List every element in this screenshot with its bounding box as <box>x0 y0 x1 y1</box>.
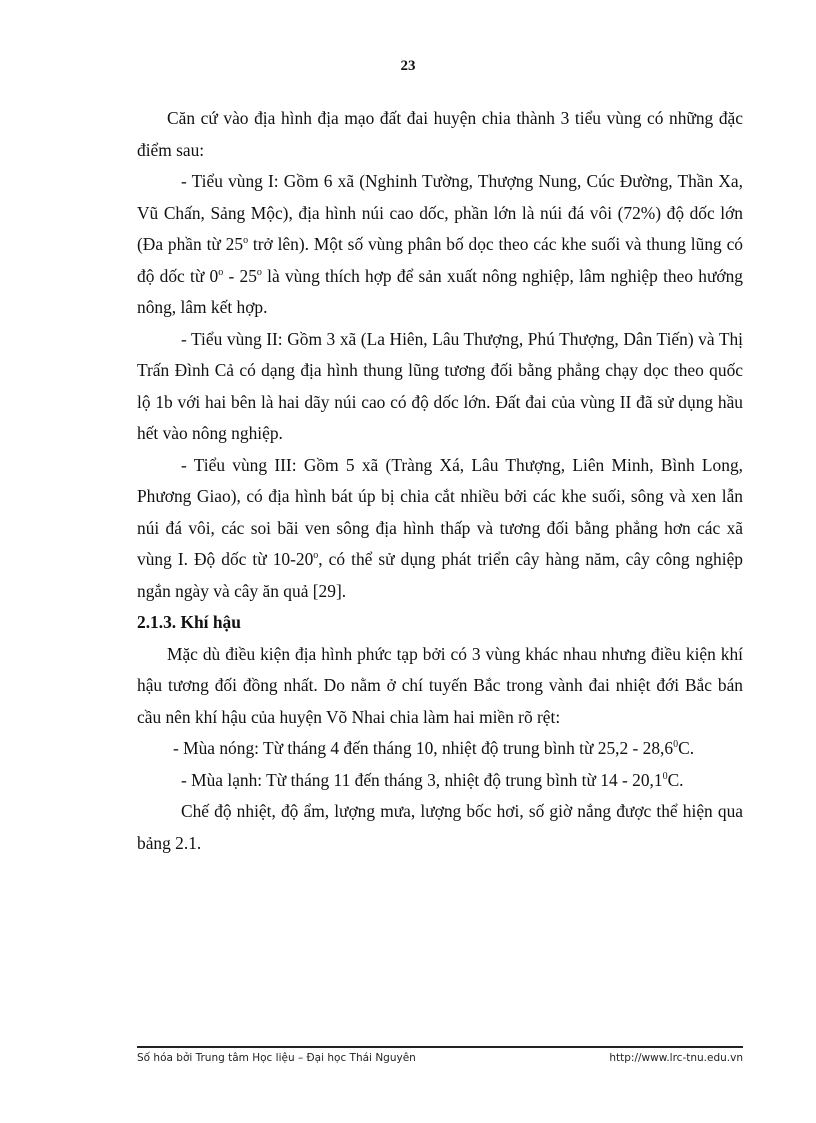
zone-3-text-a: - Tiểu vùng III: Gồm 5 xã (Tràng Xá, Lâu Thượng, Liên Minh, Bình Long, Phương Giao), có địa hình bát úp bị chia cắt nhiều bởi các khe suối, sông và xen lẫn núi đá vôi, các soi bãi ven sông địa hình thấp và tương đối bằng phẳng hơn các xã vùng I. Độ dốc từ 10-20 <box>137 454 743 569</box>
paragraph-zone-3 <box>137 450 743 608</box>
paragraph-intro: Căn cứ vào địa hình địa mạo đất đai huyện chia thành 3 tiểu vùng có những đặc điểm sau: <box>137 108 743 160</box>
cold-season-text: - Mùa lạnh: Từ tháng 11 đến tháng 3, nhiệt độ trung bình từ 14 - 20,1 <box>181 769 663 790</box>
page-number: 23 <box>400 58 416 74</box>
zone-1-text-c: - 25 <box>223 265 257 286</box>
zone-1-text-a: - Tiểu vùng I: Gồm 6 xã (Nghinh Tường, Thượng Nung, Cúc Đường, Thần Xa, Vũ Chấn, Sảng Mộc), địa hình núi cao dốc, phần lớn là núi đá vôi (72%) độ dốc lớn (Đa phần từ 25 <box>137 171 743 254</box>
footer <box>137 1052 743 1064</box>
paragraph-table-reference: Chế độ nhiệt, độ ẩm, lượng mưa, lượng bốc hơi, số giờ nắng được thể hiện qua bảng 2.1. <box>137 801 743 853</box>
footer-source: Số hóa bởi Trung tâm Học liệu – Đại học Thái Nguyên <box>137 1052 416 1064</box>
footer-url: http://www.lrc-tnu.edu.vn <box>609 1052 743 1064</box>
degree-superscript: 0 <box>662 770 668 782</box>
zone-3-text-b: , có thể sử dụng phát triển cây hàng năm, cây công nghiệp ngắn ngày và cây ăn quả [29]. <box>137 549 743 601</box>
zone-1-text-d: là vùng thích hợp để sản xuất nông nghiệp, lâm nghiệp theo hướng nông, lâm kết hợp. <box>137 265 743 317</box>
paragraph-cold-season <box>137 765 743 797</box>
degree-superscript: o <box>256 266 262 278</box>
hot-season-text: - Mùa nóng: Từ tháng 4 đến tháng 10, nhiệt độ trung bình từ 25,2 - 28,6 <box>173 738 674 758</box>
section-heading: 2.1.3. Khí hậu <box>137 612 241 632</box>
degree-superscript: o <box>243 235 249 247</box>
zone-1-text-b: trở lên). Một số vùng phân bố dọc theo các khe suối và thung lũng có độ dốc từ 0 <box>137 234 743 286</box>
hot-season-unit: C. <box>678 738 695 758</box>
footer-divider <box>137 1046 743 1048</box>
degree-superscript: o <box>313 550 319 562</box>
cold-season-unit: C. <box>667 769 684 790</box>
degree-superscript: 0 <box>673 739 679 751</box>
paragraph-climate: Mặc dù điều kiện địa hình phức tạp bởi có 3 vùng khác nhau nhưng điều kiện khí hậu tương đối đồng nhất. Do nằm ở chí tuyến Bắc trong vành đai nhiệt đới Bắc bán cầu nên khí hậu của huyện Võ Nhai chia làm hai miền rõ rệt: <box>137 643 743 727</box>
page-body <box>137 103 743 859</box>
degree-superscript: o <box>218 266 224 278</box>
paragraph-zone-1 <box>137 166 743 324</box>
paragraph-zone-2: - Tiểu vùng II: Gồm 3 xã (La Hiên, Lâu Thượng, Phú Thượng, Dân Tiến) và Thị Trấn Đình Cả có dạng địa hình thung lũng tương đối bằng phẳng chạy dọc theo quốc lộ 1b với hai bên là hai dãy núi cao có độ dốc lớn. Đất đai của vùng II đã sử dụng hầu hết vào nông nghiệp. <box>137 328 743 443</box>
paragraph-hot-season <box>137 733 743 765</box>
